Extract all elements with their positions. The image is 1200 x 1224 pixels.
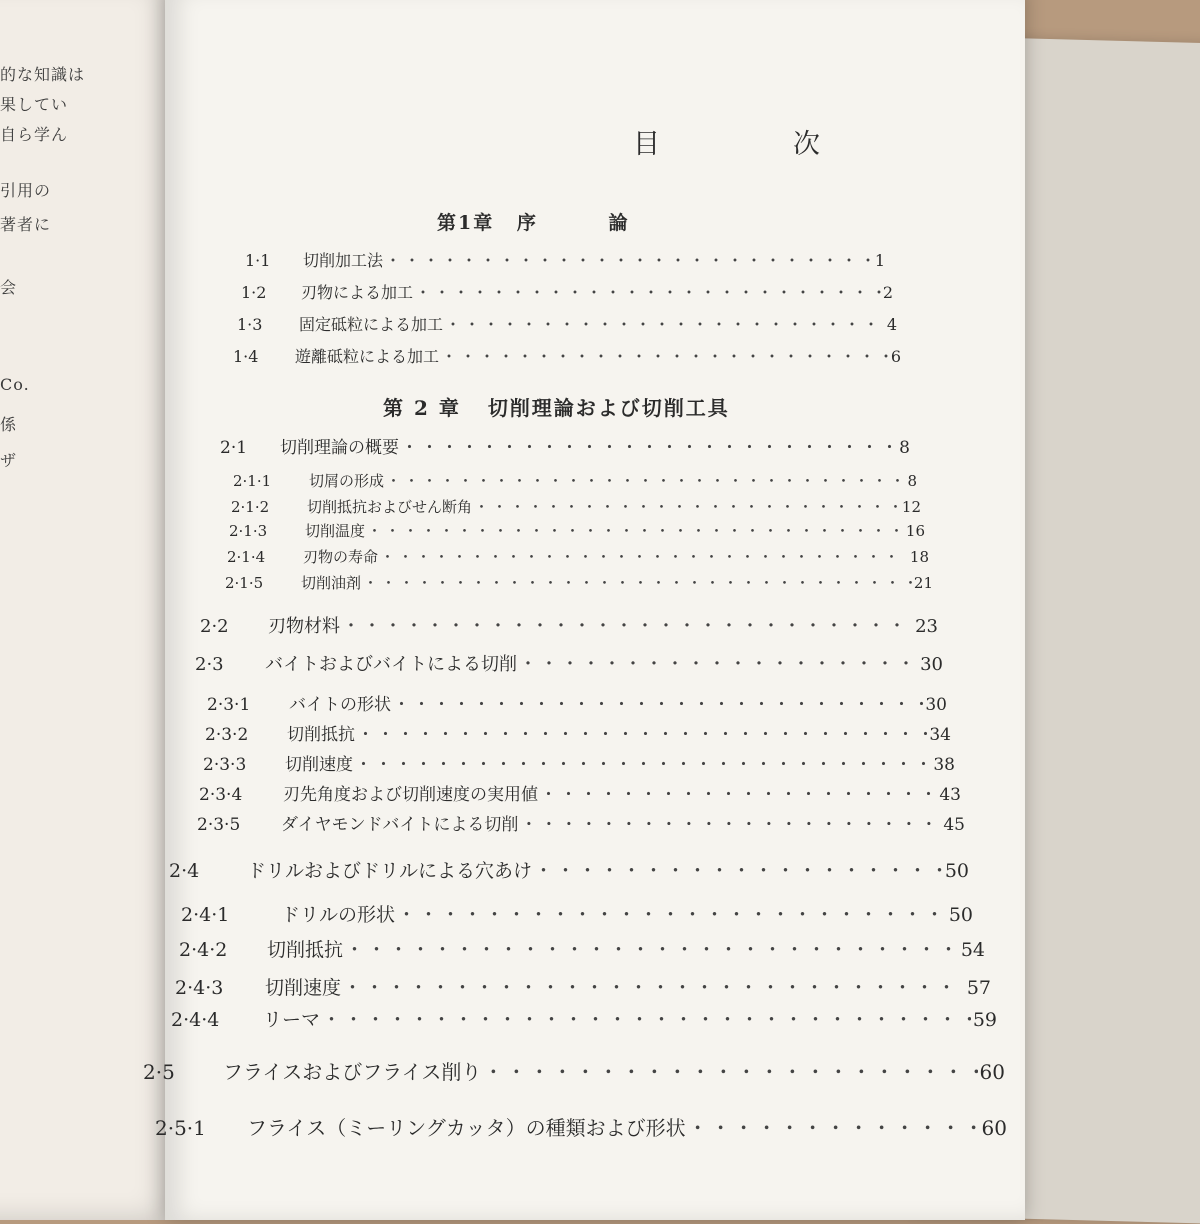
- entry-number: 1·2: [241, 283, 267, 302]
- entry-title: 遊離砥粒による加工: [295, 347, 440, 366]
- toc-entry: [195, 650, 943, 676]
- entry-page: 43: [939, 785, 961, 805]
- entry-title: 切削速度: [265, 977, 342, 999]
- entry-title: 切削理論の概要: [280, 438, 399, 458]
- entry-number: 2·4·2: [179, 939, 228, 961]
- chapter-title: 切削理論および切削工具: [487, 396, 730, 420]
- leader-dots: [322, 1005, 971, 1032]
- entry-title: 切削温度: [305, 522, 366, 540]
- entry-title: 刃物材料: [268, 616, 340, 637]
- page-title: [633, 122, 822, 161]
- entry-number: 2·1·4: [227, 548, 266, 566]
- leader-dots: [345, 935, 959, 962]
- entry-title: フライス（ミーリングカッタ）の種類および形状: [247, 1116, 686, 1140]
- left-page-line: 引用の: [0, 181, 52, 200]
- leader-dots: [415, 280, 881, 303]
- leader-dots: [367, 520, 904, 541]
- entry-page: 50: [944, 860, 969, 882]
- left-page-line: 自ら学ん: [0, 125, 69, 144]
- toc-entry: [231, 496, 921, 517]
- title-char: 次: [793, 129, 822, 160]
- left-page-line: ザ: [0, 451, 18, 470]
- toc-entry: [207, 690, 947, 715]
- entry-number: 2·3·1: [207, 695, 251, 715]
- chapter-title: 序: [516, 212, 538, 234]
- entry-title: 刃物の寿命: [303, 548, 379, 566]
- entry-page: 6: [890, 347, 901, 366]
- leader-dots: [445, 312, 885, 335]
- entry-title: 切削抵抗: [267, 939, 344, 961]
- leader-dots: [520, 810, 941, 835]
- entry-page: 60: [979, 1060, 1005, 1084]
- entry-page: 23: [915, 616, 938, 637]
- entry-number: 2·1·1: [233, 472, 272, 490]
- left-page-line: 係: [0, 415, 18, 434]
- leader-dots: [385, 248, 873, 271]
- chapter-title: 論: [608, 212, 630, 234]
- entry-title: 刃物による加工: [301, 283, 414, 302]
- toc-entry: [229, 520, 925, 541]
- entry-title: リーマ: [263, 1009, 321, 1031]
- toc-entry: [169, 856, 969, 883]
- leader-dots: [519, 650, 918, 676]
- entry-page: 34: [929, 725, 951, 745]
- entry-number: 2·1·3: [229, 522, 268, 540]
- entry-page: 45: [943, 815, 965, 835]
- leader-dots: [397, 900, 947, 927]
- entry-page: 50: [948, 904, 973, 926]
- leader-dots: [355, 750, 931, 775]
- leader-dots: [474, 496, 900, 517]
- entry-page: 60: [981, 1116, 1007, 1140]
- entry-title: 切削抵抗: [287, 725, 355, 745]
- toc-entry: [220, 433, 910, 458]
- leader-dots: [483, 1056, 977, 1085]
- entry-number: 2·3·4: [199, 785, 243, 805]
- leader-dots: [534, 856, 943, 883]
- leader-dots: [688, 1112, 980, 1141]
- entry-title: バイトの形状: [289, 695, 391, 715]
- entry-page: 18: [909, 548, 929, 566]
- toc-entry: [181, 900, 973, 927]
- entry-title: ドリルの形状: [281, 904, 396, 926]
- entry-title: 切削加工法: [303, 251, 384, 270]
- entry-title: ダイヤモンドバイトによる切削: [281, 815, 519, 835]
- leader-dots: [357, 720, 927, 745]
- entry-page: 30: [920, 654, 943, 675]
- toc-entry: [237, 312, 897, 335]
- entry-title: バイトおよびバイトによる切削: [265, 654, 517, 675]
- entry-number: 2·1: [220, 438, 248, 458]
- chapter-2-heading: [383, 392, 730, 421]
- entry-page: 8: [899, 438, 910, 458]
- entry-page: 12: [901, 498, 921, 516]
- entry-number: 2·4·4: [171, 1009, 220, 1031]
- toc-entry: [143, 1056, 1005, 1085]
- entry-number: 1·1: [245, 251, 271, 270]
- entry-page: 30: [925, 695, 947, 715]
- toc-entry: [241, 280, 893, 303]
- chapter-label: 第1章: [437, 212, 495, 234]
- toc-entry: [171, 1005, 997, 1032]
- entry-page: 38: [933, 755, 955, 775]
- entry-title: 切屑の形成: [309, 472, 385, 490]
- toc-entry: [179, 935, 985, 962]
- entry-number: 2·3·5: [197, 815, 241, 835]
- toc-entry: [203, 750, 955, 775]
- entry-number: 2·1·2: [231, 498, 270, 516]
- left-page: [0, 0, 180, 1220]
- entry-number: 2·4·3: [175, 977, 224, 999]
- entry-title: 固定砥粒による加工: [299, 315, 444, 334]
- entry-title: 刃先角度および切削速度の実用値: [283, 785, 538, 805]
- entry-page: 16: [905, 522, 925, 540]
- leader-dots: [343, 973, 965, 1000]
- entry-number: 2·3·2: [205, 725, 249, 745]
- leader-dots: [342, 612, 913, 638]
- left-page-line: 会: [0, 278, 18, 297]
- leader-dots: [441, 344, 889, 367]
- entry-page: 59: [972, 1009, 997, 1031]
- left-page-line: 的な知識は: [0, 65, 86, 84]
- entry-title: 切削速度: [285, 755, 353, 775]
- entry-page: 4: [886, 315, 897, 334]
- toc-entry: [233, 344, 901, 367]
- entry-number: 2·2: [200, 616, 229, 637]
- left-page-line: 果してい: [0, 95, 69, 114]
- toc-entry: [199, 780, 961, 805]
- toc-entry: [200, 612, 938, 638]
- chapter-label: 第 2 章: [383, 396, 461, 420]
- entry-page: 8: [907, 472, 917, 490]
- toc-entry: [175, 973, 991, 1000]
- chapter-1-heading: [437, 208, 630, 235]
- toc-entry: [155, 1112, 1007, 1141]
- entry-page: 1: [874, 251, 885, 270]
- toc-entry: [197, 810, 965, 835]
- leader-dots: [380, 546, 908, 567]
- entry-page: 54: [960, 939, 985, 961]
- entry-number: 2·4: [169, 860, 200, 882]
- entry-number: 2·5·1: [155, 1116, 206, 1140]
- toc-entry: [233, 470, 917, 491]
- entry-number: 2·3: [195, 654, 224, 675]
- entry-number: 1·4: [233, 347, 259, 366]
- entry-page: 57: [966, 977, 991, 999]
- toc-entry: [227, 546, 929, 567]
- entry-number: 2·4·1: [181, 904, 230, 926]
- leader-dots: [363, 572, 912, 593]
- left-page-line: Co.: [0, 375, 30, 394]
- title-char: 目: [633, 129, 662, 160]
- leader-dots: [393, 690, 923, 715]
- entry-number: 2·1·5: [225, 574, 264, 592]
- entry-number: 2·5: [143, 1060, 175, 1084]
- leader-dots: [540, 780, 937, 805]
- left-page-line: 著者に: [0, 215, 52, 234]
- entry-page: 21: [913, 574, 933, 592]
- entry-title: 切削油剤: [301, 574, 362, 592]
- leader-dots: [386, 470, 905, 491]
- entry-title: ドリルおよびドリルによる穴あけ: [247, 860, 533, 882]
- toc-entry: [205, 720, 951, 745]
- entry-title: フライスおよびフライス削り: [223, 1060, 482, 1084]
- toc-entry: [225, 572, 933, 593]
- entry-number: 1·3: [237, 315, 263, 334]
- toc-page: [143, 0, 1025, 1220]
- entry-page: 2: [882, 283, 893, 302]
- leader-dots: [401, 433, 897, 458]
- entry-title: 切削抵抗およびせん断角: [307, 498, 473, 516]
- toc-entry: [245, 248, 885, 271]
- entry-number: 2·3·3: [203, 755, 247, 775]
